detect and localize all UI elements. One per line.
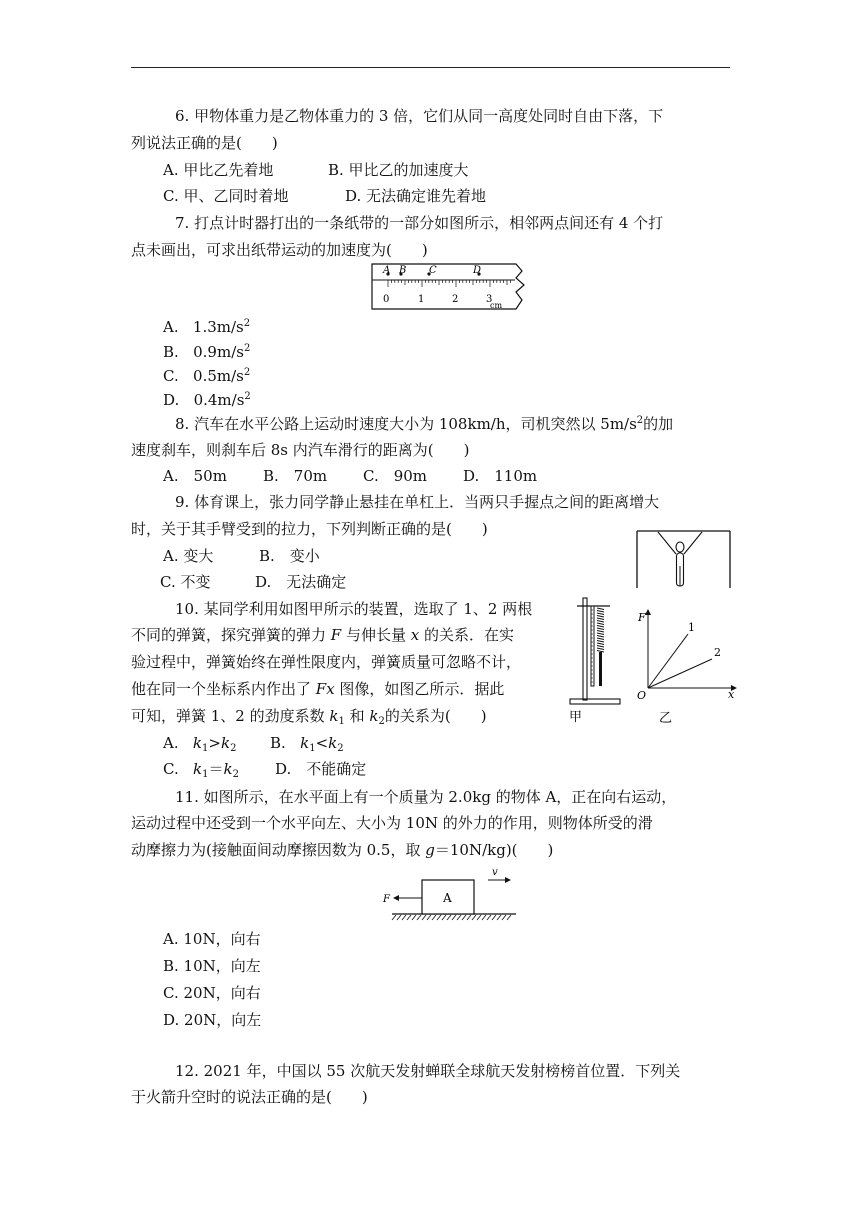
tick-label-1: 1 (418, 294, 425, 305)
q6-option-d: D. 无法确定谁先着地 (345, 187, 487, 205)
q7-stem-line2: 点未画出，可求出纸带运动的加速度为( ) (131, 241, 428, 259)
hatch-line (402, 915, 406, 920)
q10-var-k1: k (329, 707, 339, 725)
hatch-line (477, 915, 481, 920)
q6-option-b: B. 甲比乙的加速度大 (328, 161, 469, 179)
q10-opt-c-sub2: 2 (232, 769, 239, 780)
point-label-d: D (473, 265, 482, 276)
q11-line3-a: 动摩擦力为(接触面间动摩擦因数为 0.5，取 (131, 841, 426, 859)
q10-opt-a-k: k (192, 734, 203, 752)
point-label-b: B (399, 265, 407, 276)
q11-option-d: D. 20N，向左 (163, 1011, 262, 1029)
q11-stem-line1: 11. 如图所示，在水平面上有一个质量为 2.0kg 的物体 A，正在向右运动， (175, 788, 677, 806)
line-spring-1 (648, 634, 688, 688)
q11-option-b: B. 10N，向左 (163, 957, 261, 975)
q7-option-b-letter: B. (163, 343, 179, 361)
q10-line4-a: 他在同一个坐标系内作出了 (131, 680, 316, 698)
q10-opt-c-k: k (193, 760, 203, 778)
q10-opt-a-sub1: 1 (202, 743, 209, 754)
q10-line5-a: 可知，弹簧 1、2 的劲度系数 (131, 707, 330, 725)
q10-option-b (270, 733, 344, 753)
q10-opt-b-sub1: 1 (309, 743, 316, 754)
q8-option-b: B. 70m (263, 467, 328, 485)
q10-opt-b-k2: k (328, 734, 338, 752)
coil-segment (597, 628, 604, 630)
block-force-figure (380, 864, 518, 924)
q7-option-d-value: 0.4m/s (193, 391, 245, 409)
q7-option-a-value: 1.3m/s (192, 318, 244, 336)
q9-option-b: B. 变小 (259, 547, 320, 565)
q7-option-c (163, 366, 250, 386)
velocity-label: v (492, 867, 498, 878)
coil-segment (597, 633, 604, 635)
q10-opt-a-sub2: 2 (230, 743, 237, 754)
q10-opt-c-k2: k (223, 760, 233, 778)
coil-segment (597, 631, 604, 633)
ruler-ticks (388, 280, 510, 287)
q7-option-c-value: 0.5m/s (193, 367, 244, 385)
q10-sub-1: 1 (338, 716, 345, 727)
coil-segment (597, 646, 604, 648)
hatch-line (447, 915, 451, 920)
figure-label-yi: 乙 (659, 711, 673, 726)
q10-stem-line2 (131, 625, 514, 645)
axis-label-x: x (728, 688, 735, 701)
q10-opt-b-k: k (300, 734, 310, 752)
q10-var-x: x (410, 626, 420, 644)
q8-option-a: A. 50m (163, 467, 227, 485)
spring-apparatus-figure (564, 596, 626, 724)
force-label: F (383, 894, 390, 905)
coil-segment (597, 618, 604, 620)
block-label: A (443, 891, 452, 905)
spring-coil (597, 608, 604, 652)
hatch-line (412, 915, 416, 920)
hatch-line (492, 915, 496, 920)
hatch-line (507, 915, 511, 920)
coil-segment (597, 643, 604, 645)
q9-option-c: C. 不变 (160, 573, 211, 591)
q6-option-c: C. 甲、乙同时着地 (163, 187, 289, 205)
header-rule (131, 67, 730, 68)
line-label-2: 2 (714, 646, 721, 659)
tick-label-0: 0 (383, 294, 390, 305)
q11-option-a: A. 10N，向右 (163, 930, 261, 948)
q7-option-b-value: 0.9m/s (193, 343, 244, 361)
coil-segment (597, 638, 604, 640)
f-x-graph (634, 604, 740, 728)
q10-opt-b-letter: B. (270, 734, 286, 752)
hatch-line (452, 915, 456, 920)
q10-stem-line1: 10. 某同学利用如图甲所示的装置，选取了 1、2 两根 (175, 600, 533, 618)
q10-line2-a: 不同的弹簧，探究弹簧的弹力 (131, 626, 331, 644)
q6-stem-line2: 列说法正确的是( ) (131, 134, 278, 152)
q7-stem-line1: 7. 打点计时器打出的一条纸带的一部分如图所示，相邻两点间还有 4 个打 (175, 214, 664, 232)
hatch-line (422, 915, 426, 920)
coil-segment (597, 623, 604, 625)
q10-opt-b-sub2: 2 (337, 743, 344, 754)
q11-stem-line3 (131, 840, 553, 860)
q12-stem-line1: 12. 2021 年，中国以 55 次航天发射蝉联全球航天发射榜榜首位置．下列关 (175, 1062, 681, 1080)
figure-label-jia: 甲 (569, 710, 583, 724)
tick-label-3: 3 (486, 294, 493, 305)
q10-line4-b: 图像，如图乙所示．据此 (334, 680, 505, 698)
head (676, 542, 684, 552)
q10-var-fx: Fx (315, 680, 335, 698)
coil-segment (597, 616, 604, 618)
coil-segment (597, 621, 604, 623)
q10-opt-a-rel: > (208, 734, 221, 752)
q10-opt-c-rel: ＝ (208, 760, 224, 778)
stand-rod (583, 598, 587, 700)
tick-label-2: 2 (452, 294, 459, 305)
q10-line2-b: 与伸长量 (341, 626, 411, 644)
hatch-line (462, 915, 466, 920)
q11-var-g: g (425, 841, 435, 859)
q7-option-d-letter: D. (163, 391, 180, 409)
q10-option-c (163, 759, 239, 779)
q8-option-c: C. 90m (363, 467, 428, 485)
q8-stem-exp: 2 (636, 415, 644, 426)
hatch-line (432, 915, 436, 920)
hatch-line (502, 915, 506, 920)
q10-sub-2: 2 (378, 716, 385, 727)
q8-stem-line1-a: 8. 汽车在水平公路上运动时速度大小为 108km/h，司机突然以 5m/s (175, 415, 637, 433)
right-arm (684, 532, 702, 554)
point-label-a: A (383, 265, 391, 276)
q9-option-a: A. 变大 (163, 547, 214, 565)
q7-option-a (163, 317, 250, 337)
q10-opt-a-k2: k (220, 734, 231, 752)
ground-hatching (392, 915, 511, 920)
q7-option-b (163, 342, 250, 362)
hatch-line (457, 915, 461, 920)
horizontal-bar-figure (636, 528, 732, 590)
point-label-c: C (429, 265, 437, 276)
q7-option-a-letter: A. (163, 318, 179, 336)
q11-option-c: C. 20N，向右 (163, 984, 261, 1002)
line-spring-2 (648, 659, 712, 688)
line-label-1: 1 (688, 621, 695, 634)
q10-opt-c-sub1: 1 (202, 769, 209, 780)
origin-label: O (637, 689, 647, 702)
left-arm (658, 532, 676, 554)
coil-segment (597, 648, 604, 650)
hatch-line (482, 915, 486, 920)
hatch-line (407, 915, 411, 920)
q9-option-d: D. 无法确定 (255, 573, 347, 591)
q7-option-d-exp: 2 (244, 391, 251, 402)
q10-line5-c: 的关系为( ) (384, 707, 487, 725)
q8-stem-line2: 速度刹车，则刹车后 8s 内汽车滑行的距离为( ) (131, 441, 470, 459)
q10-option-a (163, 733, 236, 753)
q10-option-d: D. 不能确定 (275, 760, 367, 778)
hatch-line (467, 915, 471, 920)
q10-opt-c-letter: C. (163, 760, 179, 778)
q8-option-d: D. 110m (463, 467, 538, 485)
q10-line2-c: 的关系．在实 (419, 626, 514, 644)
hatch-line (497, 915, 501, 920)
coil-segment (597, 608, 604, 610)
q9-stem-line2: 时，关于其手臂受到的拉力，下列判断正确的是( ) (131, 520, 488, 538)
q10-opt-b-rel: < (315, 734, 329, 752)
q6-option-a: A. 甲比乙先着地 (163, 161, 274, 179)
q6-stem-line1: 6. 甲物体重力是乙物体重力的 3 倍，它们从同一高度处同时自由下落，下 (175, 107, 664, 125)
base (570, 699, 620, 704)
hatch-line (442, 915, 446, 920)
q12-stem-line2: 于火箭升空时的说法正确的是( ) (131, 1088, 368, 1106)
q9-stem-line1: 9. 体育课上，张力同学静止悬挂在单杠上．当两只手握点之间的距离增大 (175, 493, 660, 511)
coil-segment (597, 613, 604, 615)
q7-option-a-exp: 2 (243, 318, 251, 329)
q7-option-d (163, 390, 251, 410)
q10-opt-a-letter: A. (163, 734, 179, 752)
hatch-line (417, 915, 421, 920)
ticker-tape-figure (366, 262, 526, 314)
hatch-line (392, 915, 396, 920)
hatch-line (427, 915, 431, 920)
hatch-line (437, 915, 441, 920)
q7-option-c-letter: C. (163, 367, 179, 385)
q10-stem-line3: 验过程中，弹簧始终在弹性限度内，弹簧质量可忽略不计， (131, 653, 522, 671)
q11-line3-b: ＝10N/kg)( ) (434, 841, 554, 859)
q10-stem-line5 (131, 706, 487, 726)
hatch-line (397, 915, 401, 920)
hanging-weights (599, 652, 602, 686)
q7-option-b-exp: 2 (243, 343, 251, 354)
hatch-line (487, 915, 491, 920)
coil-segment (597, 611, 604, 613)
q10-line5-b: 和 (344, 707, 370, 725)
coil-segment (597, 651, 604, 653)
q11-stem-line2: 运动过程中还受到一个水平向左、大小为 10N 的外力的作用，则物体所受的滑 (131, 814, 653, 832)
q7-option-c-exp: 2 (243, 367, 251, 378)
q10-var-k2: k (369, 707, 379, 725)
q8-stem-line1-b: 的加 (643, 415, 674, 433)
q10-stem-line4 (131, 679, 504, 699)
coil-segment (597, 641, 604, 643)
coil-segment (597, 626, 604, 628)
q8-stem-line1 (175, 414, 673, 434)
coil-segment (597, 636, 604, 638)
q10-var-f: F (330, 626, 342, 644)
axis-label-f: F (638, 611, 646, 624)
unit-label: cm (490, 301, 503, 310)
hatch-line (472, 915, 476, 920)
